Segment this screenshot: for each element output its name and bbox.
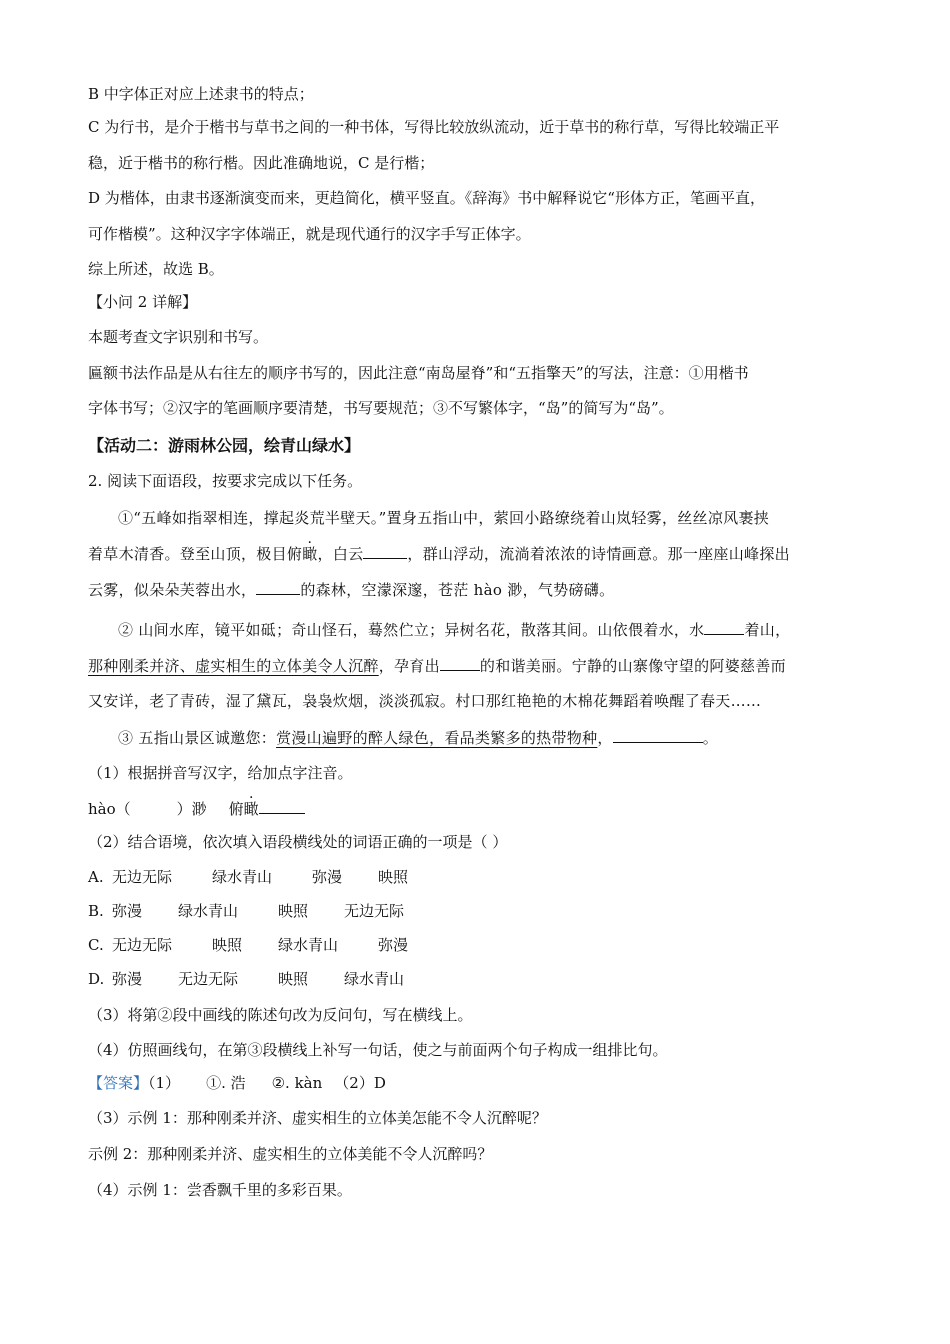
fill-blank[interactable]: [613, 728, 703, 743]
passage-line: ①“五峰如指翠相连，撑起炎荒半壁天。”置身五指山中，萦回小路缭绕着山岚轻雾，丝丝凉风裹挟: [118, 509, 770, 527]
passage-line: 又安详，老了青砖，湿了黛瓦，袅袅炊烟，淡淡孤寂。村口那红艳艳的木棉花舞蹈着唤醒了春天……: [88, 692, 762, 710]
option-d[interactable]: D. 弥漫 无边无际 映照 绿水青山: [88, 970, 405, 988]
sub-question-4: （4）仿照画线句，在第③段横线上补写一句话，使之与前面两个句子构成一组排比句。: [88, 1041, 668, 1059]
fill-blank[interactable]: [704, 620, 744, 635]
fill-blank[interactable]: [259, 799, 305, 814]
passage-line: 着草木清香。登至山顶，极目俯瞰，白云 ，群山浮动，流淌着浓浓的诗情画意。那一座座山峰探出: [88, 545, 790, 563]
text-line: D 为楷体，由隶书逐渐演变而来，更趋简化，横平竖直。《辞海》书中解释说它“形体方正，笔画平直，: [88, 189, 765, 207]
text-line: 本题考查文字识别和书写。: [88, 328, 269, 346]
passage-line: 那种刚柔并济、虚实相生的立体美令人沉醉，孕育出 的和谐美丽。宁静的山寨像守望的阿婆慈善而: [88, 657, 786, 675]
answer-line: 【答案】（1） ①. 浩 ②. kàn （2）D: [88, 1074, 386, 1092]
text-line: 综上所述，故选 B。: [88, 260, 224, 278]
answer-fill-line: hào（ ）渺 俯瞰: [88, 799, 305, 819]
activity-heading: 【活动二：游雨林公园，绘青山绿水】: [88, 436, 361, 455]
sub-question-3: （3）将第②段中画线的陈述句改为反问句，写在横线上。: [88, 1006, 473, 1024]
text-line: 稳，近于楷书的称行楷。因此准确地说，C 是行楷；: [88, 154, 435, 172]
option-c[interactable]: C. 无边无际 映照 绿水青山 弥漫: [88, 936, 409, 954]
answer-line: （4）示例 1：尝香飘千里的多彩百果。: [88, 1181, 352, 1199]
underlined-sentence: 那种刚柔并济、虚实相生的立体美令人沉醉: [88, 657, 379, 675]
text-line: 字体书写；②汉字的笔画顺序要清楚，书写要规范；③不写繁体字，“岛”的简写为“岛”。: [88, 399, 674, 417]
passage-line: ② 山间水库，镜平如砥；奇山怪石，蓦然伫立；异树名花，散落其间。山依偎着水，水 着山，: [118, 621, 791, 639]
text-line: C 为行书，是介于楷书与草书之间的一种书体，写得比较放纵流动，近于草书的称行草，写得比较端正平: [88, 118, 780, 136]
option-a[interactable]: A. 无边无际 绿水青山 弥漫 映照: [88, 868, 409, 886]
text-line: B 中字体正对应上述隶书的特点；: [88, 85, 314, 103]
dotted-char: 瞰: [302, 545, 318, 563]
sub-question-1: （1）根据拼音写汉字，给加点字注音。: [88, 764, 353, 782]
question-title: 2. 阅读下面语段，按要求完成以下任务。: [88, 472, 363, 490]
option-b[interactable]: B. 弥漫 绿水青山 映照 无边无际: [88, 902, 405, 920]
fill-blank[interactable]: [440, 656, 480, 671]
answer-line: 示例 2：那种刚柔并济、虚实相生的立体美能不令人沉醉吗？: [88, 1145, 493, 1163]
fill-blank[interactable]: [363, 544, 407, 559]
section-label: 【小问 2 详解】: [88, 293, 198, 311]
passage-line: ③ 五指山景区诚邀您：赏漫山遍野的醉人绿色，看品类繁多的热带物种， 。: [118, 729, 719, 747]
underlined-sentence: 赏漫山遍野的醉人绿色，看品类繁多的热带物种: [276, 729, 598, 747]
dotted-char: 瞰: [243, 800, 259, 818]
fill-blank[interactable]: [256, 580, 300, 595]
passage-line: 云雾，似朵朵芙蓉出水， 的森林，空濛深邃，苍茫 hào 渺，气势磅礴。: [88, 581, 615, 599]
sub-question-2: （2）结合语境，依次填入语段横线处的词语正确的一项是（ ）: [88, 833, 508, 851]
text-line: 匾额书法作品是从右往左的顺序书写的，因此注意“南岛屋脊”和“五指擎天”的写法，注意：①用楷书: [88, 364, 749, 382]
answer-tag: 【答案】: [88, 1074, 149, 1092]
text-line: 可作楷模”。这种汉字字体端正，就是现代通行的汉字手写正体字。: [88, 225, 531, 243]
answer-line: （3）示例 1：那种刚柔并济、虚实相生的立体美怎能不令人沉醉呢？: [88, 1109, 547, 1127]
